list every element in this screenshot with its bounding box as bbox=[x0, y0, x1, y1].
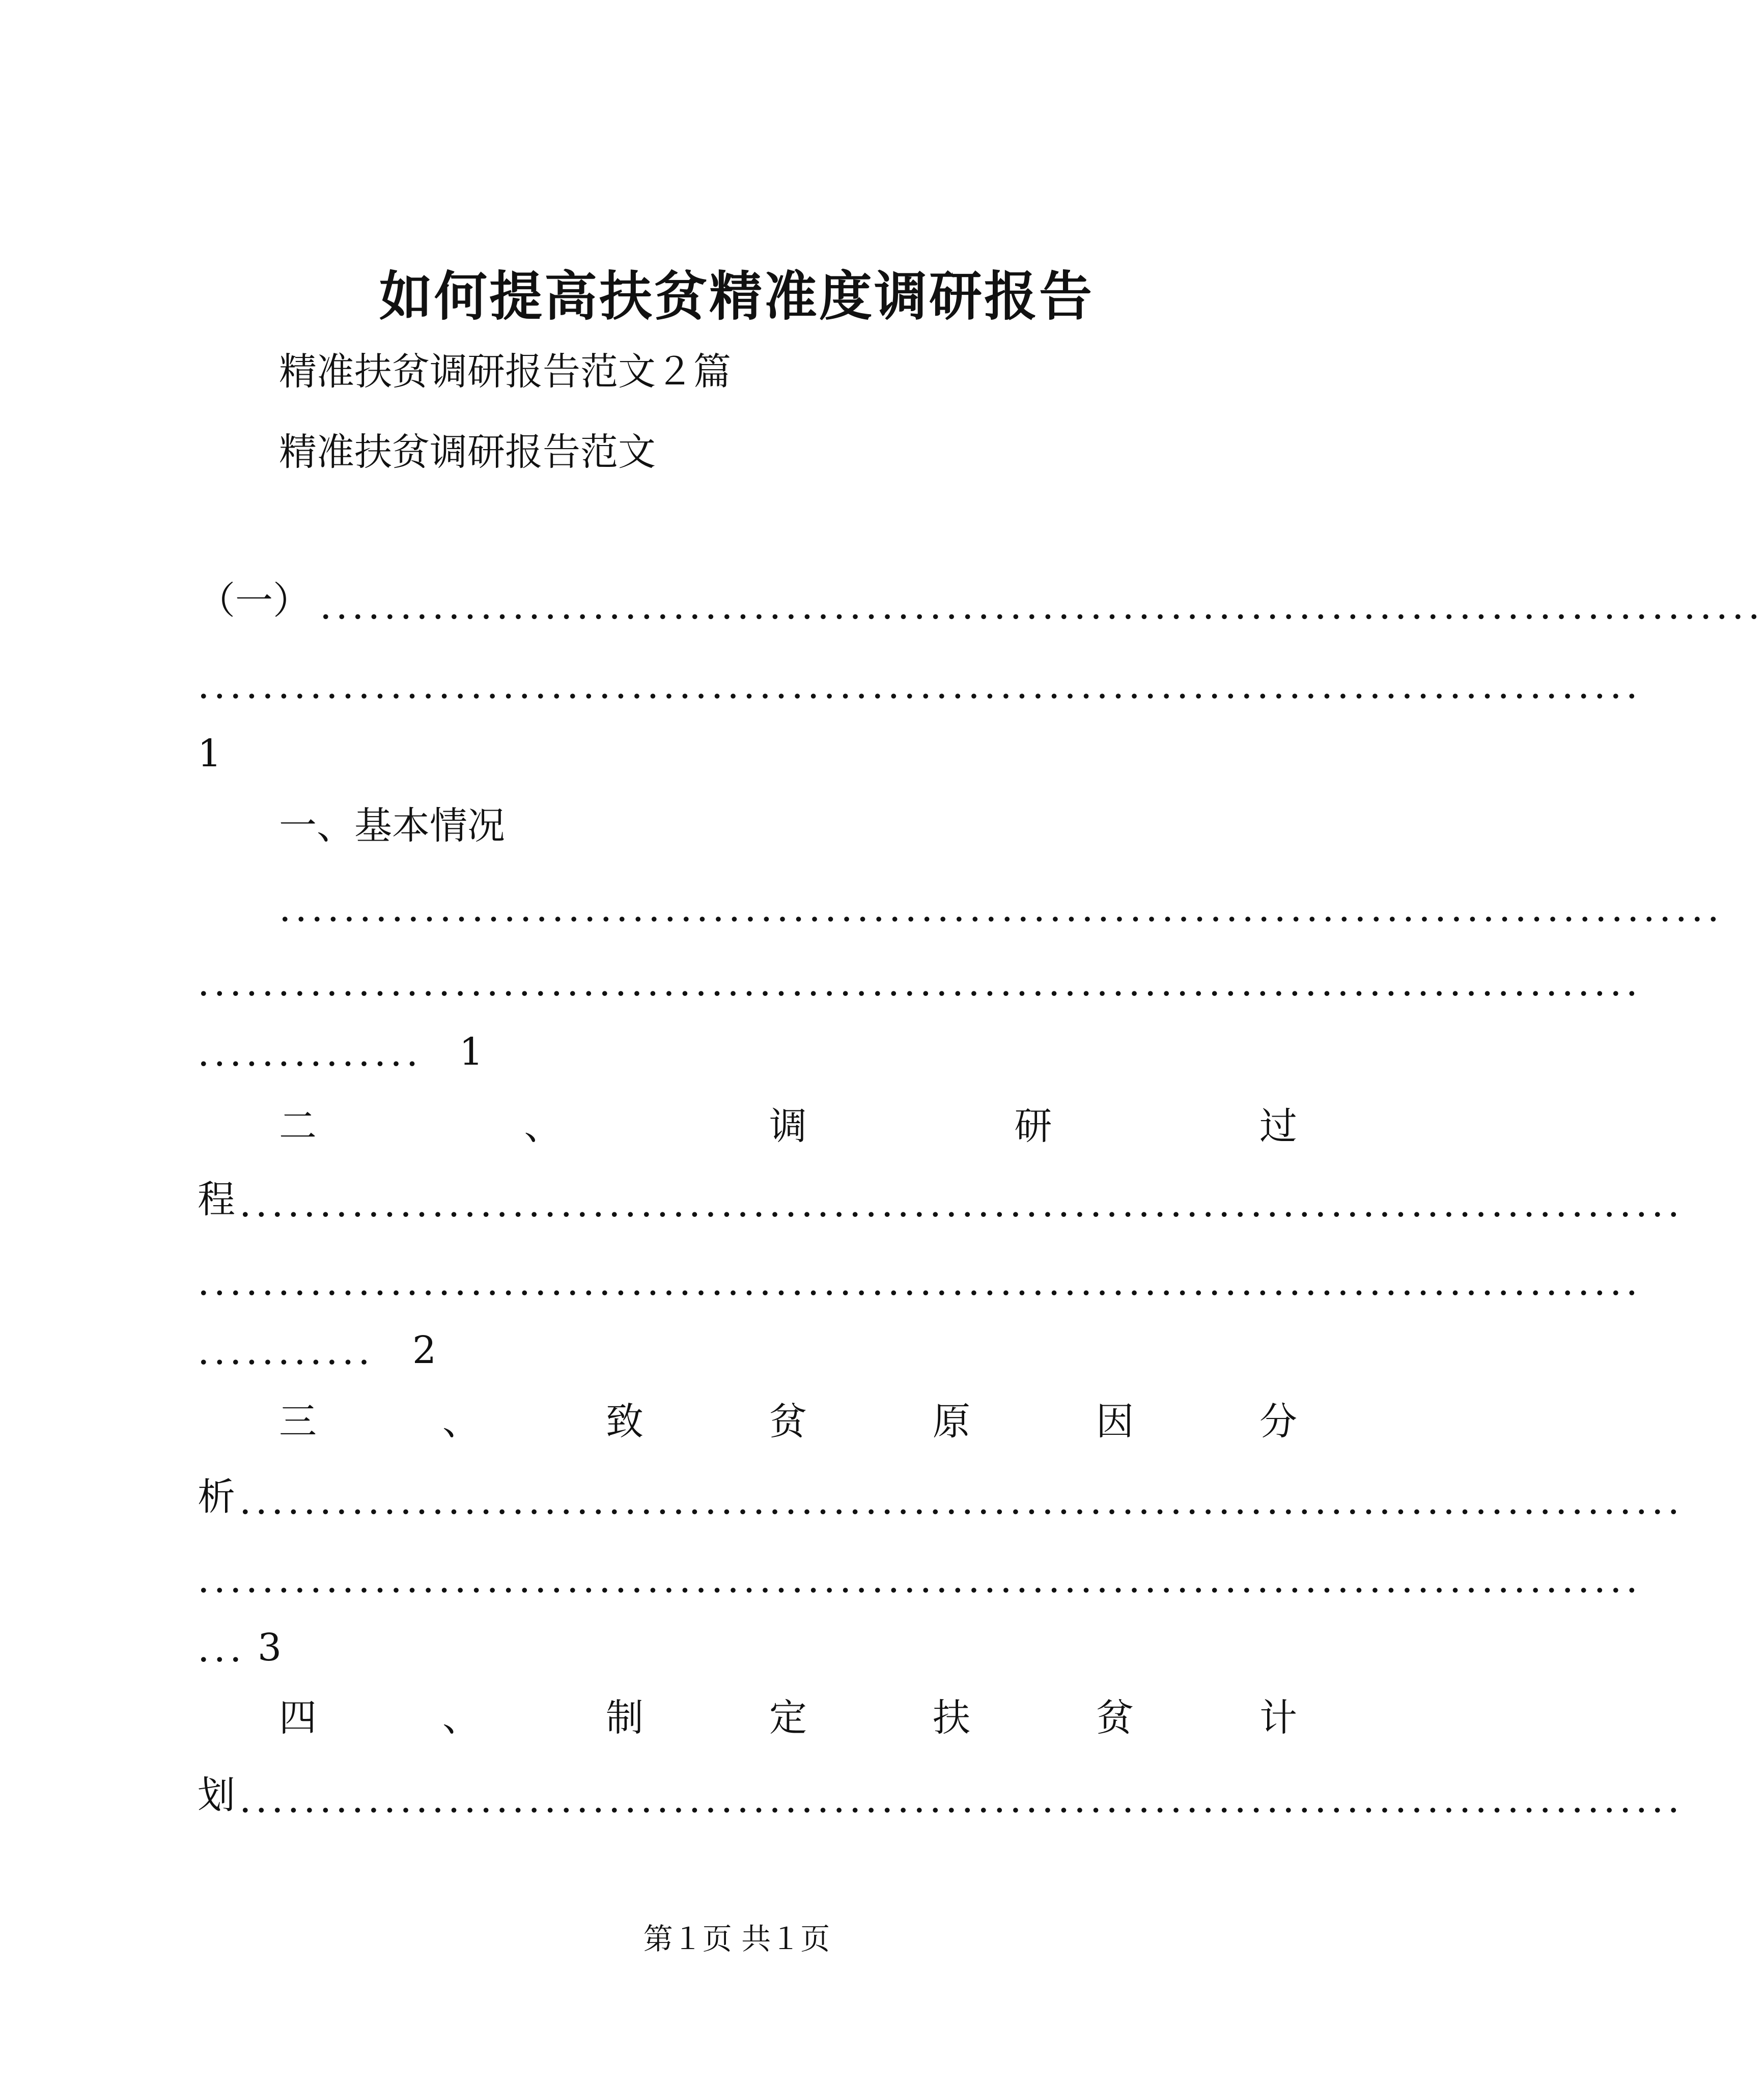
toc-char: 致 bbox=[606, 1400, 643, 1443]
toc-char: 、 bbox=[442, 1400, 480, 1443]
toc-char: 三 bbox=[279, 1400, 317, 1443]
toc-char: 四 bbox=[279, 1696, 317, 1740]
toc-char: 二 bbox=[279, 1104, 317, 1148]
toc-char: 扶 bbox=[933, 1696, 970, 1740]
toc-char: 过 bbox=[1259, 1104, 1297, 1148]
toc-leader-dots: .......................................................................................... bbox=[198, 663, 1642, 707]
toc-char: 因 bbox=[1096, 1400, 1134, 1443]
page-footer: 第１页 共１页 bbox=[643, 1922, 830, 1956]
toc-char: 分 bbox=[1259, 1400, 1297, 1443]
toc-char: 、 bbox=[442, 1696, 480, 1740]
toc-leader-dots: .......................................................................................... bbox=[198, 1558, 1642, 1601]
toc-entry-3-heading bbox=[279, 1396, 1297, 1447]
toc-char: 贫 bbox=[1096, 1696, 1134, 1740]
toc-leader-dots: .............. bbox=[198, 1031, 423, 1075]
toc-leader-dots: .......................................................................................... bbox=[239, 1479, 1684, 1523]
toc-leader-dots: .......................................................................................... bbox=[239, 1777, 1684, 1821]
toc-leader-dots: ........... bbox=[198, 1329, 374, 1373]
toc-char: 调 bbox=[769, 1104, 807, 1148]
toc-char: 、 bbox=[524, 1104, 562, 1148]
toc-leader-dots: ... bbox=[198, 1627, 246, 1671]
document-title: 如何提高扶贫精准度调研报告 bbox=[379, 265, 1094, 327]
toc-entry-2-last-char: 程 bbox=[198, 1178, 235, 1221]
toc-char: 贫 bbox=[769, 1400, 807, 1443]
toc-entry-3-page: 3 bbox=[258, 1626, 282, 1670]
toc-leader-dots: .......................................................................................... bbox=[239, 1182, 1684, 1226]
toc-leader-dots: .......................................................................................... bbox=[198, 961, 1642, 1005]
toc-entry-0-page: 1 bbox=[198, 732, 222, 775]
toc-entry-3-last-char: 析 bbox=[198, 1475, 235, 1519]
toc-entry-2-page: 2 bbox=[412, 1328, 437, 1372]
toc-leader-dots: .......................................................................................... bbox=[198, 1260, 1642, 1304]
toc-entry-1-page: 1 bbox=[459, 1030, 484, 1074]
toc-entry-0-label: （一） bbox=[198, 579, 311, 623]
toc-char: 原 bbox=[933, 1400, 970, 1443]
toc-char: 定 bbox=[769, 1696, 807, 1740]
toc-leader-dots: .......................................................................................... bbox=[320, 584, 1764, 628]
toc-char: 计 bbox=[1259, 1696, 1297, 1740]
toc-char: 制 bbox=[606, 1696, 643, 1740]
subtitle-line-1: 精准扶贫调研报告范文２篇 bbox=[279, 350, 731, 394]
toc-entry-2-heading bbox=[279, 1101, 1297, 1152]
toc-leader-dots: .......................................................................................... bbox=[279, 886, 1724, 930]
toc-entry-4-heading bbox=[279, 1692, 1297, 1743]
toc-char: 研 bbox=[1014, 1104, 1052, 1148]
subtitle-line-2: 精准扶贫调研报告范文 bbox=[279, 430, 656, 474]
toc-entry-4-last-char: 划 bbox=[198, 1773, 235, 1817]
toc-entry-1-label: 一、基本情况 bbox=[279, 804, 505, 848]
